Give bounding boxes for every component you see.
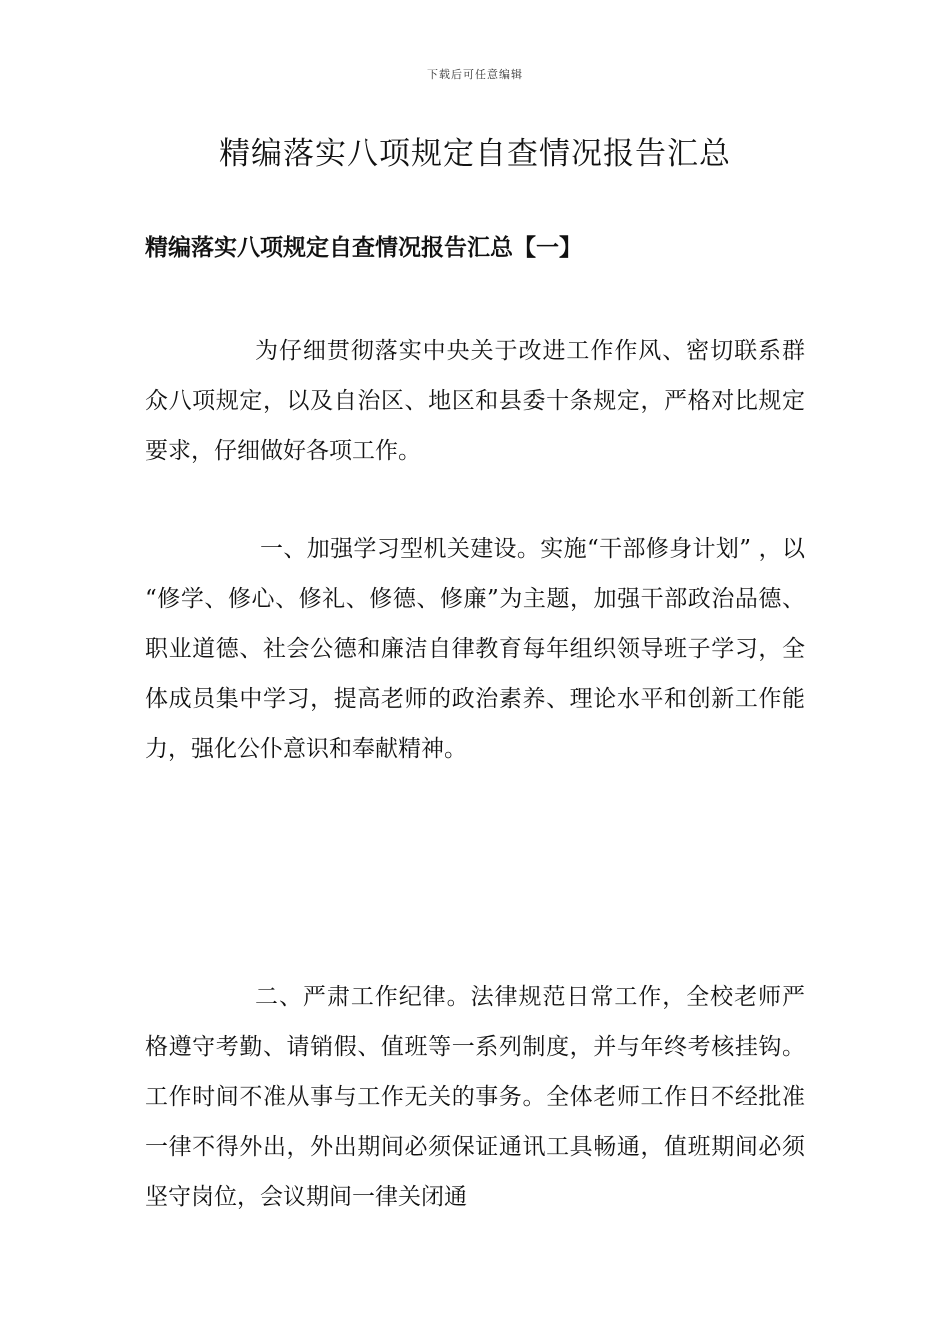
header-note: 下载后可任意编辑 [427, 68, 523, 81]
document-title: 精编落实八项规定自查情况报告汇总 [219, 136, 731, 172]
paragraph-work-discipline: 二、严肃工作纪律。法律规范日常工作，全校老师严格遵守考勤、请销假、值班等一系列制度，并与年终考核挂钩。工作时间不准从事与工作无关的事务。全体老师工作日不经批准一律不得外出，外出期间必须保证通讯工具畅通，值班期间必须坚守岗位，会议期间一律关闭通 [145, 984, 805, 1210]
paragraph-intro: 为仔细贯彻落实中央关于改进工作作风、密切联系群众八项规定，以及自治区、地区和县委十条规定，严格对比规定要求，仔细做好各项工作。 [145, 338, 805, 464]
section-heading: 精编落实八项规定自查情况报告汇总【一】 [145, 234, 582, 261]
paragraph-study-building: 一、加强学习型机关建设。实施“干部修身计划” ，以 “修学、修心、修礼、修德、修廉”为主题，加强干部政治品德、职业道德、社会公德和廉洁自律教育每年组织领导班子学习，全体成员集中学习，提高老师的政治素养、理论水平和创新工作能力，强化公仆意识和奉献精神。 [145, 536, 805, 762]
